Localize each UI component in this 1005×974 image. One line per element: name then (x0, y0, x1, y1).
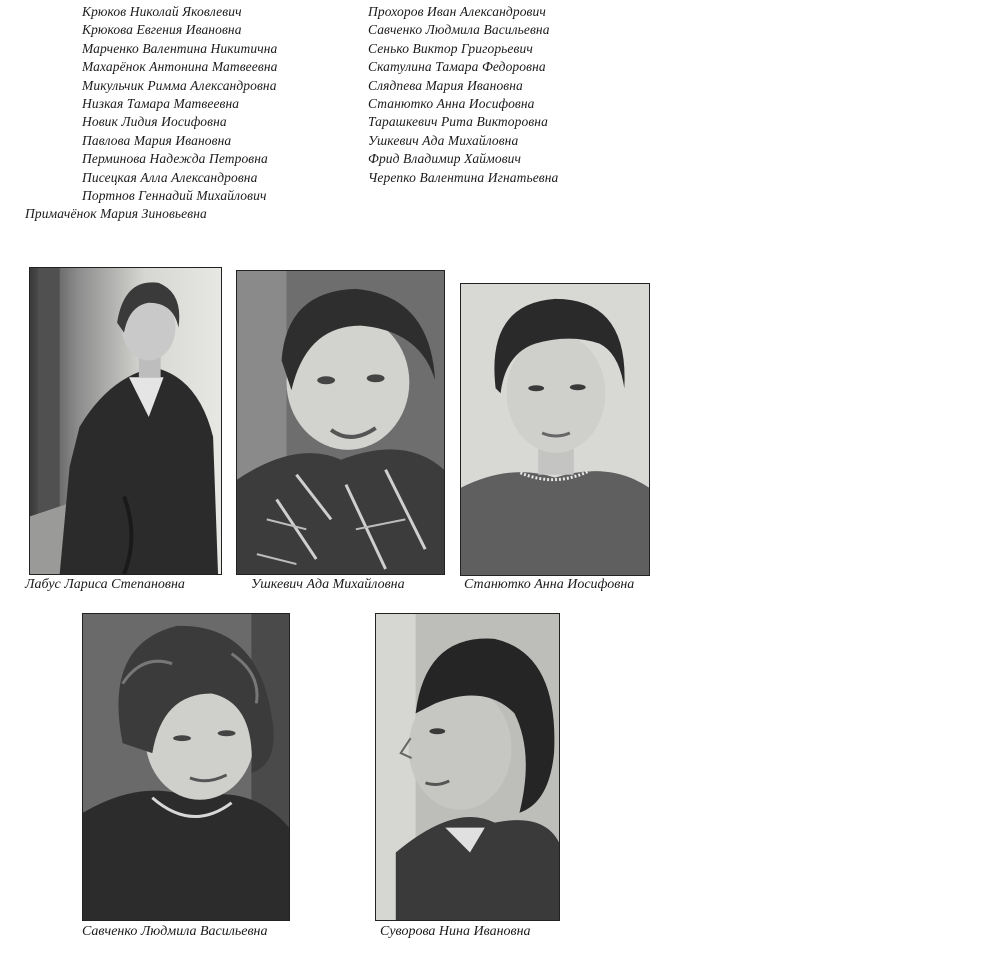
name-list-right (368, 3, 558, 187)
photo-caption: Савченко Людмила Васильевна (82, 924, 268, 939)
list-item: Павлова Мария Ивановна (82, 132, 232, 148)
portrait-photo-5 (375, 613, 560, 921)
photo-caption: Ушкевич Ада Михайловна (251, 577, 405, 592)
photo-caption: Лабус Лариса Степановна (25, 577, 185, 592)
list-item: Сенько Виктор Григорьевич (368, 40, 533, 56)
list-item: Махарёнок Антонина Матвеевна (82, 59, 278, 75)
list-item: Новик Лидия Иосифовна (82, 114, 227, 130)
list-item: Портнов Геннадий Михайлович (82, 188, 267, 204)
list-item: Тарашкевич Рита Викторовна (368, 114, 548, 130)
portrait-photo-3 (460, 283, 650, 576)
list-item: Фрид Владимир Хаймович (368, 151, 522, 167)
list-item: Примачёнок Мария Зиновьевна (25, 206, 207, 221)
photo-caption: Суворова Нина Ивановна (380, 924, 531, 939)
portrait-photo-1 (29, 267, 222, 575)
list-item: Крюков Николай Яковлевич (82, 4, 242, 19)
list-item: Низкая Тамара Матвеевна (82, 96, 240, 112)
photo-caption: Станютко Анна Иосифовна (464, 577, 635, 592)
list-item: Писецкая Алла Александровна (82, 169, 258, 185)
list-item: Марченко Валентина Никитична (82, 40, 278, 56)
portrait-photo-2 (236, 270, 445, 575)
list-item: Скатулина Тамара Федоровна (368, 59, 546, 75)
list-item: Крюкова Евгения Ивановна (82, 22, 242, 38)
list-item: Микульчик Римма Александровна (82, 77, 277, 93)
portrait-photo-4 (82, 613, 290, 921)
list-item: Савченко Людмила Васильевна (368, 22, 550, 38)
list-item: Черепко Валентина Игнатьевна (368, 169, 559, 185)
name-list-left (82, 3, 277, 205)
list-item: Перминова Надежда Петровна (82, 151, 268, 167)
list-item: Слядnева Мария Ивановна (368, 77, 523, 93)
list-item: Станютко Анна Иосифовна (368, 96, 535, 112)
list-item: Ушкевич Ада Михайловна (368, 132, 519, 148)
list-item: Прохоров Иван Александрович (368, 4, 546, 19)
